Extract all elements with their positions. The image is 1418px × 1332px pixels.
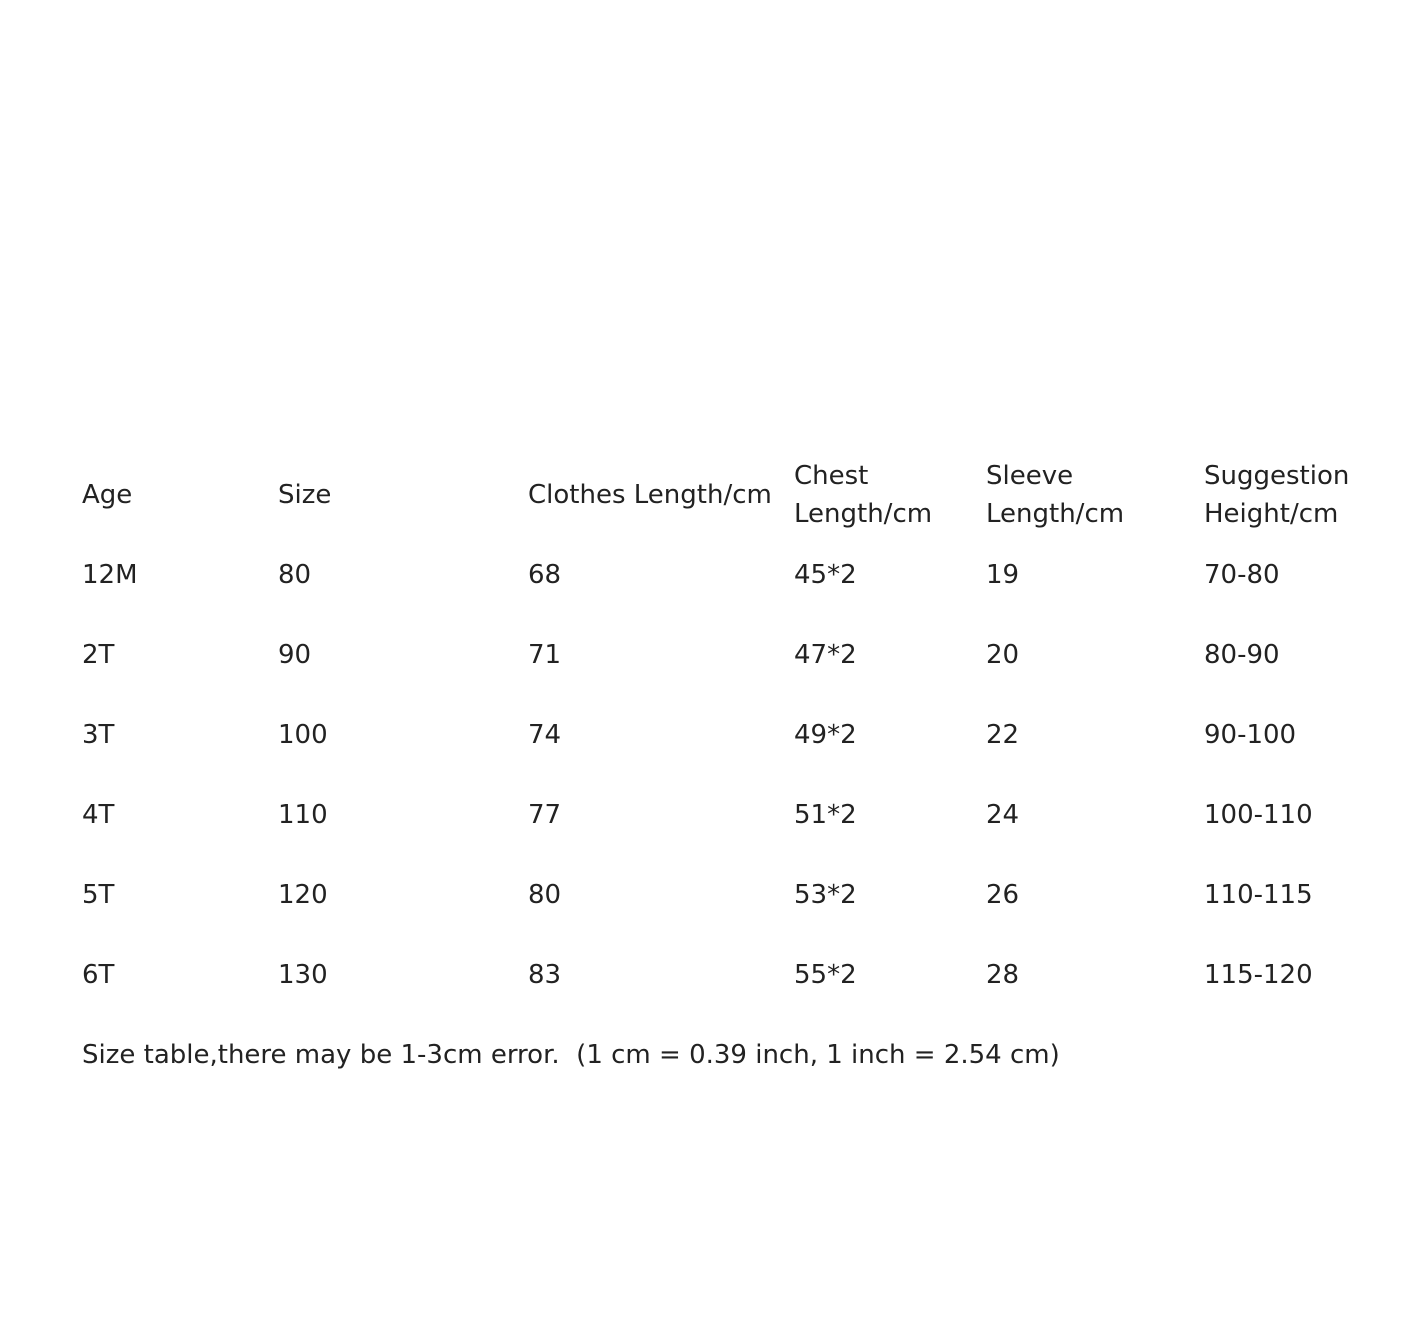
- cell-size: 80: [278, 560, 312, 590]
- cell-clothes-length: 74: [528, 720, 562, 750]
- cell-sleeve-length: 26: [986, 880, 1020, 910]
- cell-clothes-length: 80: [528, 880, 562, 910]
- cell-size: 130: [278, 960, 328, 990]
- table-row: [82, 796, 1382, 876]
- cell-size: 110: [278, 800, 328, 830]
- cell-size: 90: [278, 640, 312, 670]
- cell-age: 3T: [82, 720, 115, 750]
- header-clothes-length: Clothes Length/cm: [528, 480, 772, 510]
- cell-chest-length: 47*2: [794, 640, 857, 670]
- cell-sleeve-length: 28: [986, 960, 1020, 990]
- cell-chest-length: 55*2: [794, 960, 857, 990]
- cell-clothes-length: 71: [528, 640, 562, 670]
- cell-suggestion-height: 90-100: [1204, 720, 1297, 750]
- table-row: [82, 716, 1382, 796]
- cell-age: 2T: [82, 640, 115, 670]
- header-sleeve-length: Sleeve Length/cm: [986, 461, 1125, 529]
- cell-age: 6T: [82, 960, 115, 990]
- cell-sleeve-length: 24: [986, 800, 1020, 830]
- header-suggestion-height: Suggestion Height/cm: [1204, 461, 1350, 529]
- cell-suggestion-height: 70-80: [1204, 560, 1280, 590]
- cell-sleeve-length: 20: [986, 640, 1020, 670]
- table-row: [82, 636, 1382, 716]
- table-row: [82, 556, 1382, 636]
- size-table: [82, 455, 1382, 990]
- cell-chest-length: 45*2: [794, 560, 857, 590]
- cell-size: 120: [278, 880, 328, 910]
- cell-age: 4T: [82, 800, 115, 830]
- table-row: [82, 876, 1382, 956]
- cell-sleeve-length: 22: [986, 720, 1020, 750]
- table-row: [82, 956, 1382, 1036]
- cell-clothes-length: 83: [528, 960, 562, 990]
- cell-chest-length: 49*2: [794, 720, 857, 750]
- table-header-row: [82, 455, 1382, 535]
- cell-chest-length: 51*2: [794, 800, 857, 830]
- cell-sleeve-length: 19: [986, 560, 1020, 590]
- cell-suggestion-height: 80-90: [1204, 640, 1280, 670]
- cell-clothes-length: 77: [528, 800, 562, 830]
- size-note: Size table,there may be 1-3cm error. (1 cm = 0.39 inch, 1 inch = 2.54 cm): [82, 1040, 1060, 1070]
- cell-size: 100: [278, 720, 328, 750]
- cell-clothes-length: 68: [528, 560, 562, 590]
- cell-chest-length: 53*2: [794, 880, 857, 910]
- header-chest-length: Chest Length/cm: [794, 461, 933, 529]
- header-age: Age: [82, 480, 133, 510]
- cell-suggestion-height: 110-115: [1204, 880, 1313, 910]
- cell-age: 5T: [82, 880, 115, 910]
- cell-suggestion-height: 100-110: [1204, 800, 1313, 830]
- cell-suggestion-height: 115-120: [1204, 960, 1313, 990]
- cell-age: 12M: [82, 560, 138, 590]
- header-size: Size: [278, 480, 332, 510]
